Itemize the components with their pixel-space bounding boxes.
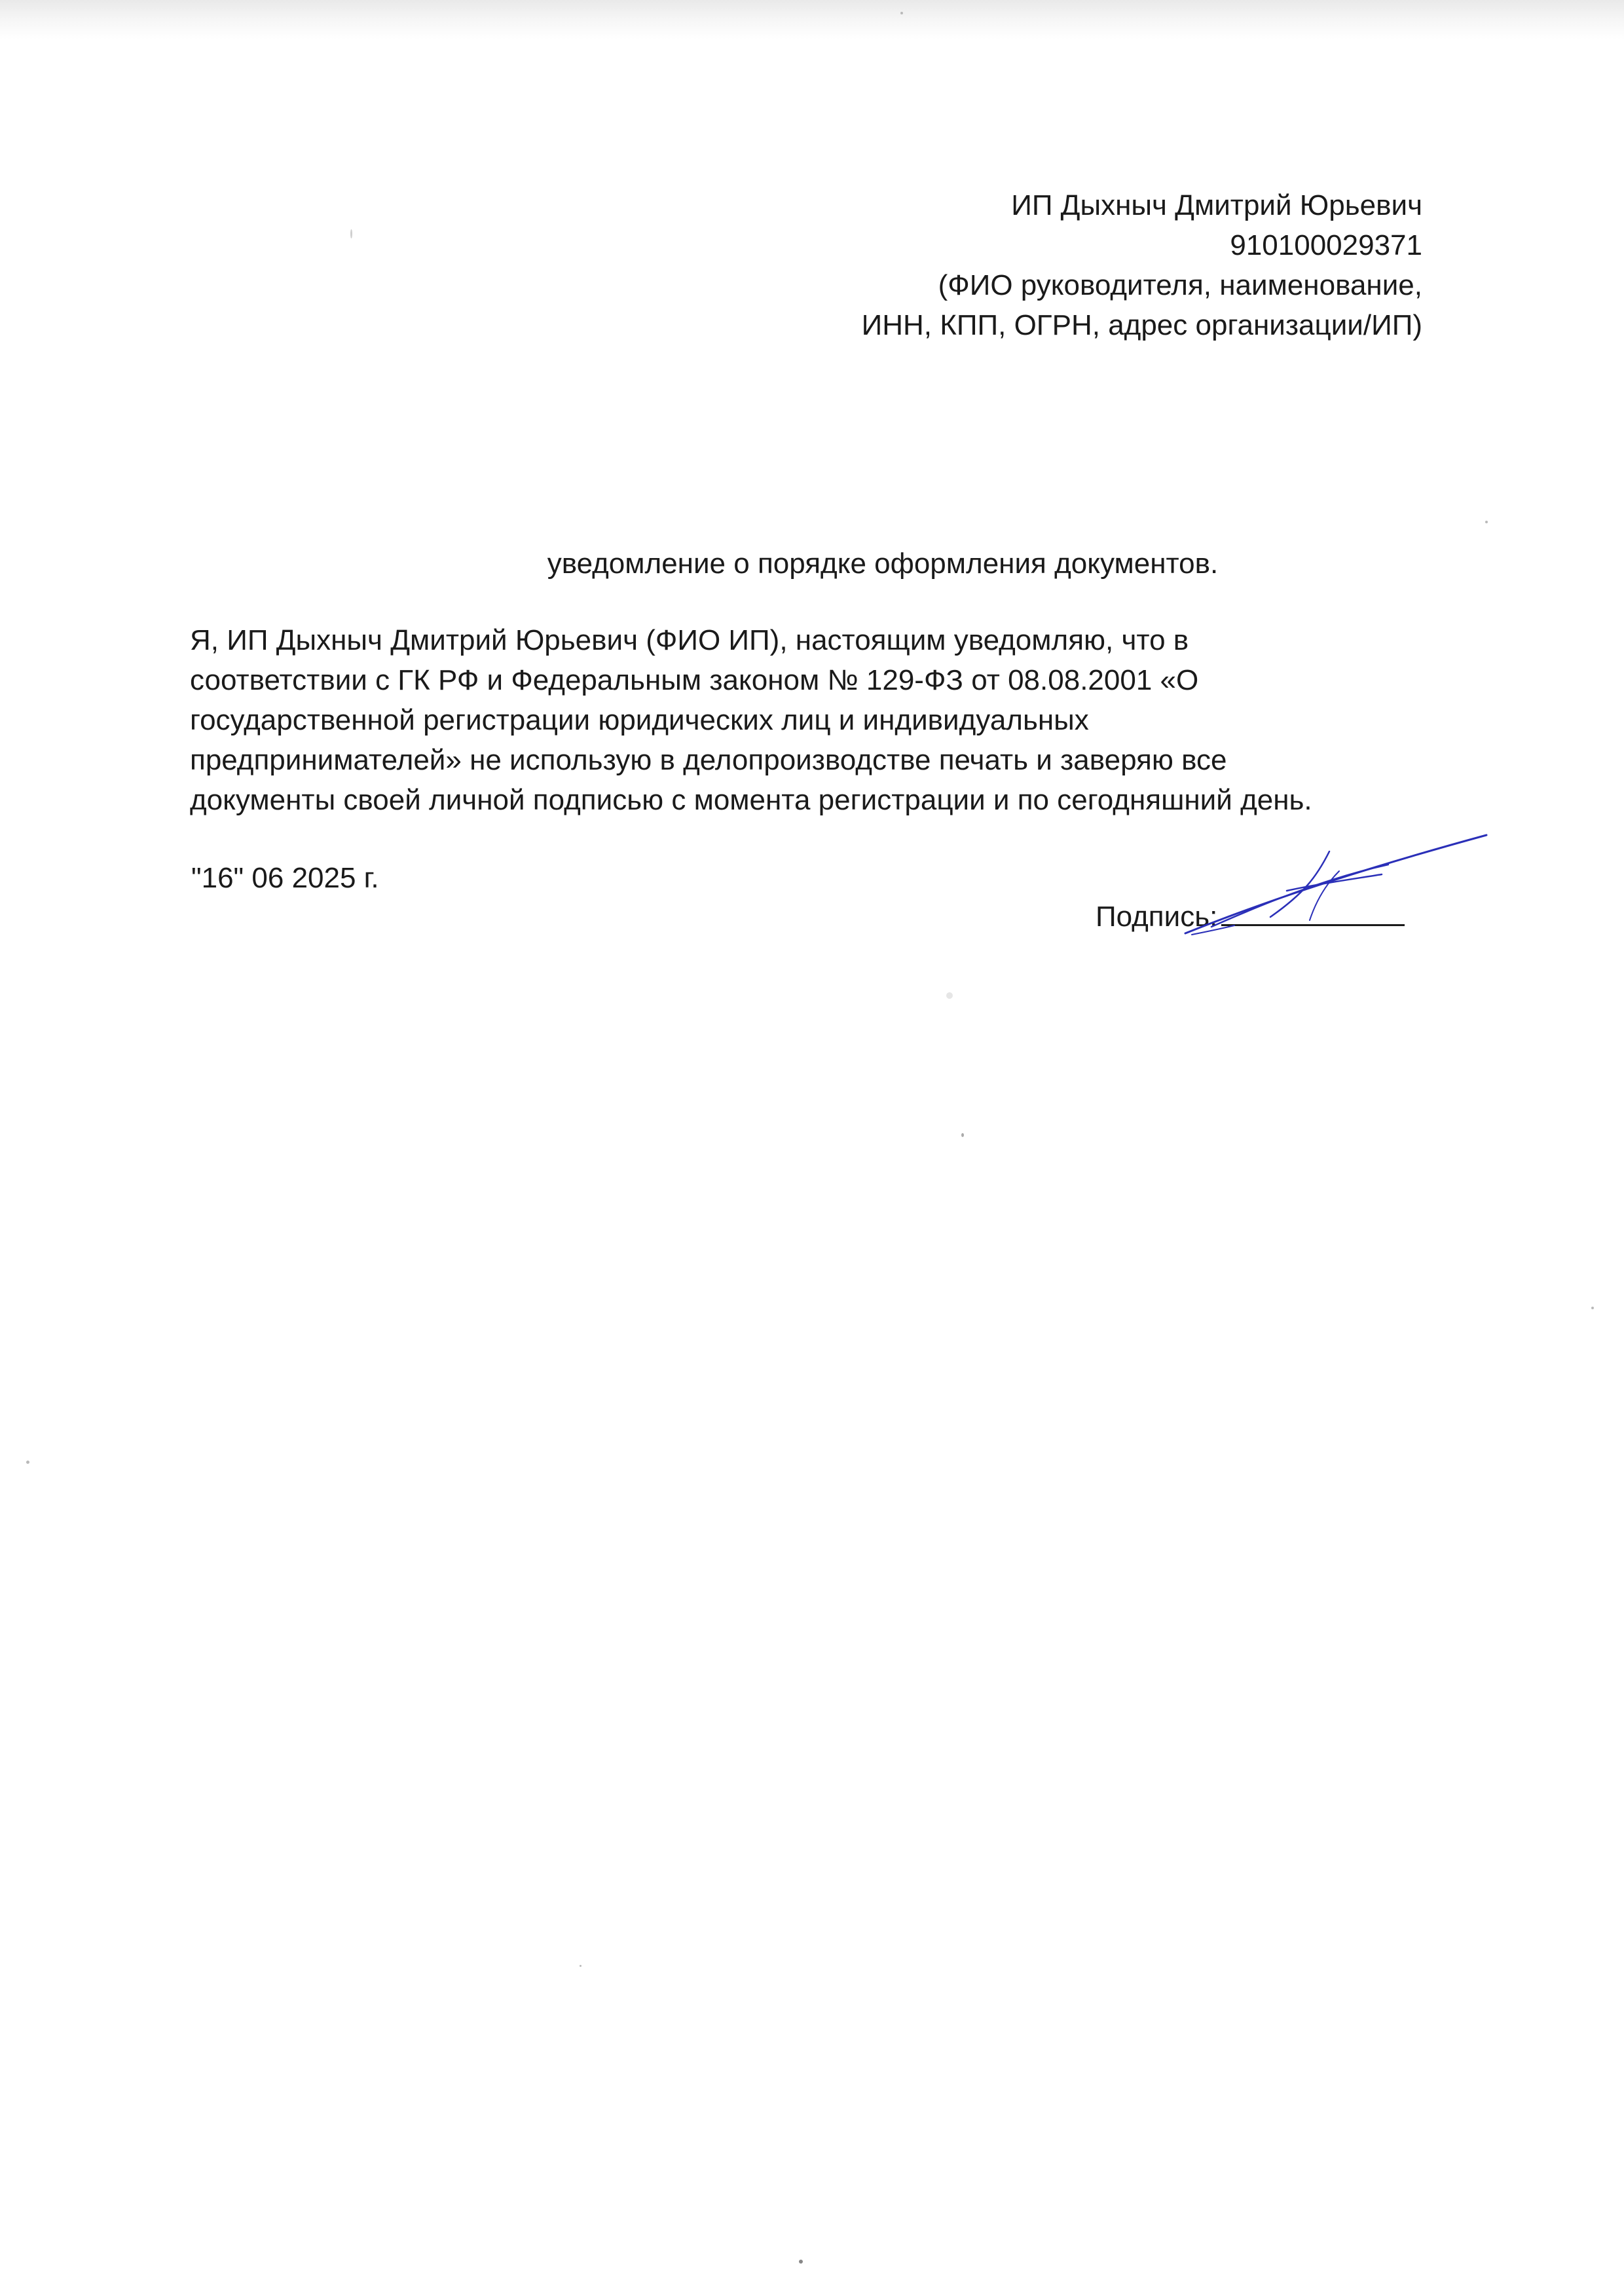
body-line: документы своей личной подписью с момента регистрации и по сегодняшний день.	[190, 784, 1312, 816]
document-title-row	[0, 544, 1624, 584]
sender-block	[862, 185, 1422, 345]
sender-caption-line-2: ИНН, КПП, ОГРН, адрес организации/ИП)	[861, 309, 1422, 341]
scan-shadow	[0, 0, 1624, 39]
body-line: Я, ИП Дыхныч Дмитрий Юрьевич (ФИО ИП), настоящим уведомляю, что в	[190, 624, 1189, 656]
scan-speck	[799, 2260, 803, 2264]
signature-label: Подпись:	[1096, 901, 1218, 933]
sender-inn: 910100029371	[1230, 229, 1422, 261]
scan-speck	[961, 1133, 964, 1137]
scan-speck	[350, 229, 352, 238]
sender-caption-line-1: (ФИО руководителя, наименование,	[938, 269, 1422, 301]
handwritten-signature	[1172, 822, 1513, 953]
body-paragraph	[190, 620, 1312, 820]
scan-speck	[946, 992, 953, 999]
scan-speck	[26, 1461, 29, 1464]
body-line: государственной регистрации юридических лиц и индивидуальных	[190, 704, 1089, 736]
body-line: предпринимателей» не использую в делопроизводстве печать и заверяю все	[190, 744, 1227, 776]
scan-speck	[1591, 1307, 1594, 1309]
document-date: "16" 06 2025 г.	[191, 862, 379, 894]
scan-speck	[580, 1965, 581, 1967]
document-title: уведомление о порядке оформления документов.	[547, 548, 1219, 580]
scan-speck	[1485, 521, 1488, 523]
scan-speck	[900, 12, 903, 14]
sender-name: ИП Дыхныч Дмитрий Юрьевич	[1011, 189, 1422, 221]
signature-stroke	[1211, 865, 1388, 927]
body-line: соответствии с ГК РФ и Федеральным законом № 129-ФЗ от 08.08.2001 «О	[190, 664, 1199, 696]
